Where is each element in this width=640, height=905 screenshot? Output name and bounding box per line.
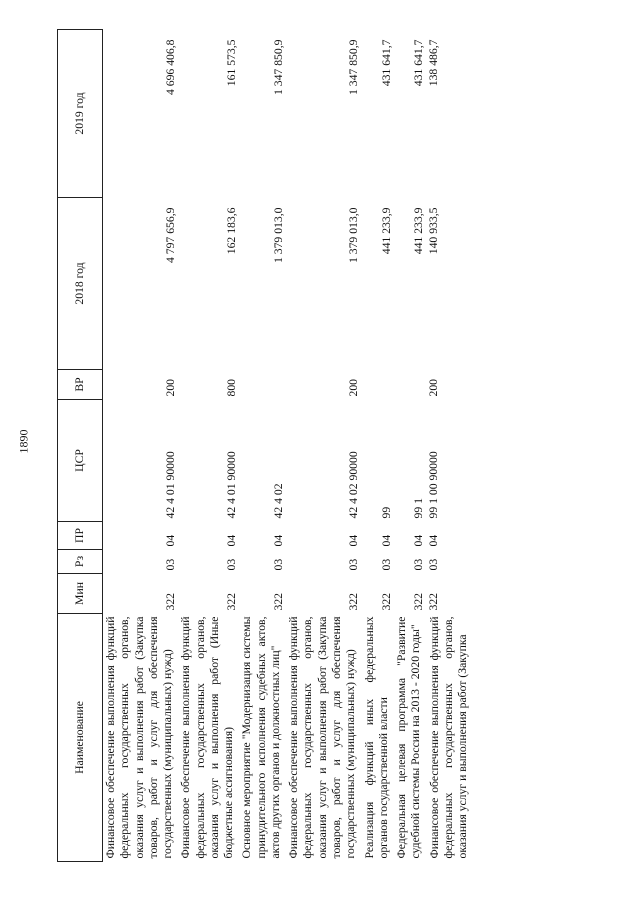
- table-header-row: [58, 30, 103, 862]
- table-row: [394, 30, 427, 862]
- row-2018: 1 379 013,0: [347, 207, 361, 264]
- rotated-table-container: [57, 30, 602, 862]
- table-row: [427, 30, 474, 862]
- row-rz: 03: [225, 558, 239, 571]
- row-pr: 04: [164, 534, 178, 547]
- row-csr: 42 4 02 90000: [347, 451, 361, 519]
- row-name: Финансовое обеспечение выполнения функций федеральных государственных органов, оказания услуг и выполнения работ (Иные бюджетные ассигнования): [179, 616, 236, 859]
- row-name: Федеральная целевая программа "Развитие судебной системы России на 2013 - 2020 годы": [395, 616, 423, 859]
- header-rz: Рз: [58, 550, 103, 574]
- row-name: Финансовое обеспечение выполнения функций федеральных государственных органов, оказания услуг и выполнения работ (Закупка товаров, работ и услуг для обеспечения государственных (муниципальных) нужд): [104, 616, 175, 859]
- row-vr: [362, 370, 395, 400]
- row-pr: 04: [379, 534, 393, 547]
- row-rz: 03: [412, 558, 426, 571]
- row-2019: 431 641,7: [412, 39, 426, 87]
- row-name: Реализация функций иных федеральных органов государственной власти: [362, 616, 390, 859]
- row-csr: 99 1: [412, 498, 426, 519]
- row-csr: 42 4 01 90000: [225, 451, 239, 519]
- header-vr: ВР: [58, 370, 103, 400]
- row-2019: 138 486,7: [426, 39, 440, 87]
- row-rz: 03: [347, 558, 361, 571]
- header-name: Наименование: [58, 614, 103, 862]
- row-min: 322: [271, 592, 285, 611]
- row-vr: 200: [164, 378, 178, 397]
- budget-table: [57, 29, 473, 862]
- row-name: Финансовое обеспечение выполнения функций федеральных государственных органов, оказания услуг и выполнения работ (Закупка товаров, работ и услуг для обеспечения государственных (муниципальных) нужд): [287, 616, 358, 859]
- row-rz: 03: [164, 558, 178, 571]
- table-row: [103, 30, 179, 862]
- table-row: [362, 30, 395, 862]
- row-csr: 42 4 01 90000: [164, 451, 178, 519]
- row-csr: 42 4 02: [271, 483, 285, 519]
- row-pr: 04: [412, 534, 426, 547]
- row-2019: 431 641,7: [379, 39, 393, 87]
- row-2018: 162 183,6: [225, 207, 239, 255]
- table-row: [286, 30, 361, 862]
- row-2018: 441 233,9: [379, 207, 393, 255]
- row-vr: 200: [347, 378, 361, 397]
- header-2018: 2018 год: [58, 198, 103, 370]
- row-vr: 800: [225, 378, 239, 397]
- row-rz: 03: [271, 558, 285, 571]
- header-2019: 2019 год: [58, 30, 103, 198]
- row-min: 322: [347, 592, 361, 611]
- row-pr: 04: [426, 534, 440, 547]
- row-min: 322: [379, 592, 393, 611]
- row-pr: 04: [347, 534, 361, 547]
- row-2018: 1 379 013,0: [271, 207, 285, 264]
- page-number: 1890: [16, 429, 31, 454]
- header-min: Мин: [58, 574, 103, 614]
- header-csr: ЦСР: [58, 400, 103, 522]
- row-pr: 04: [225, 534, 239, 547]
- row-2019: 4 696 406,8: [164, 39, 178, 96]
- header-pr: ПР: [58, 522, 103, 550]
- row-name: Основное мероприятие "Модернизация системы принудительного исполнения судебных актов, актов других органов и должностных лиц": [240, 616, 282, 859]
- row-pr: 04: [271, 534, 285, 547]
- row-csr: 99: [379, 506, 393, 519]
- row-2019: 161 573,5: [225, 39, 239, 87]
- row-rz: 03: [426, 558, 440, 571]
- row-vr: 200: [426, 378, 440, 397]
- row-2019: 1 347 850,9: [271, 39, 285, 96]
- table-row: [239, 30, 286, 862]
- table-row: [178, 30, 239, 862]
- row-2018: 4 797 656,9: [164, 207, 178, 264]
- row-csr: 99 1 00 90000: [426, 451, 440, 519]
- row-2018: 140 933,5: [426, 207, 440, 255]
- row-min: 322: [225, 592, 239, 611]
- row-vr: [239, 370, 286, 400]
- row-name: Финансовое обеспечение выполнения функций федеральных государственных органов, оказания услуг и выполнения работ (Закупка: [427, 616, 470, 859]
- row-2019: 1 347 850,9: [347, 39, 361, 96]
- row-2018: 441 233,9: [412, 207, 426, 255]
- row-rz: 03: [379, 558, 393, 571]
- row-min: 322: [164, 592, 178, 611]
- row-min: 322: [426, 592, 440, 611]
- row-vr: [394, 370, 427, 400]
- row-min: 322: [412, 592, 426, 611]
